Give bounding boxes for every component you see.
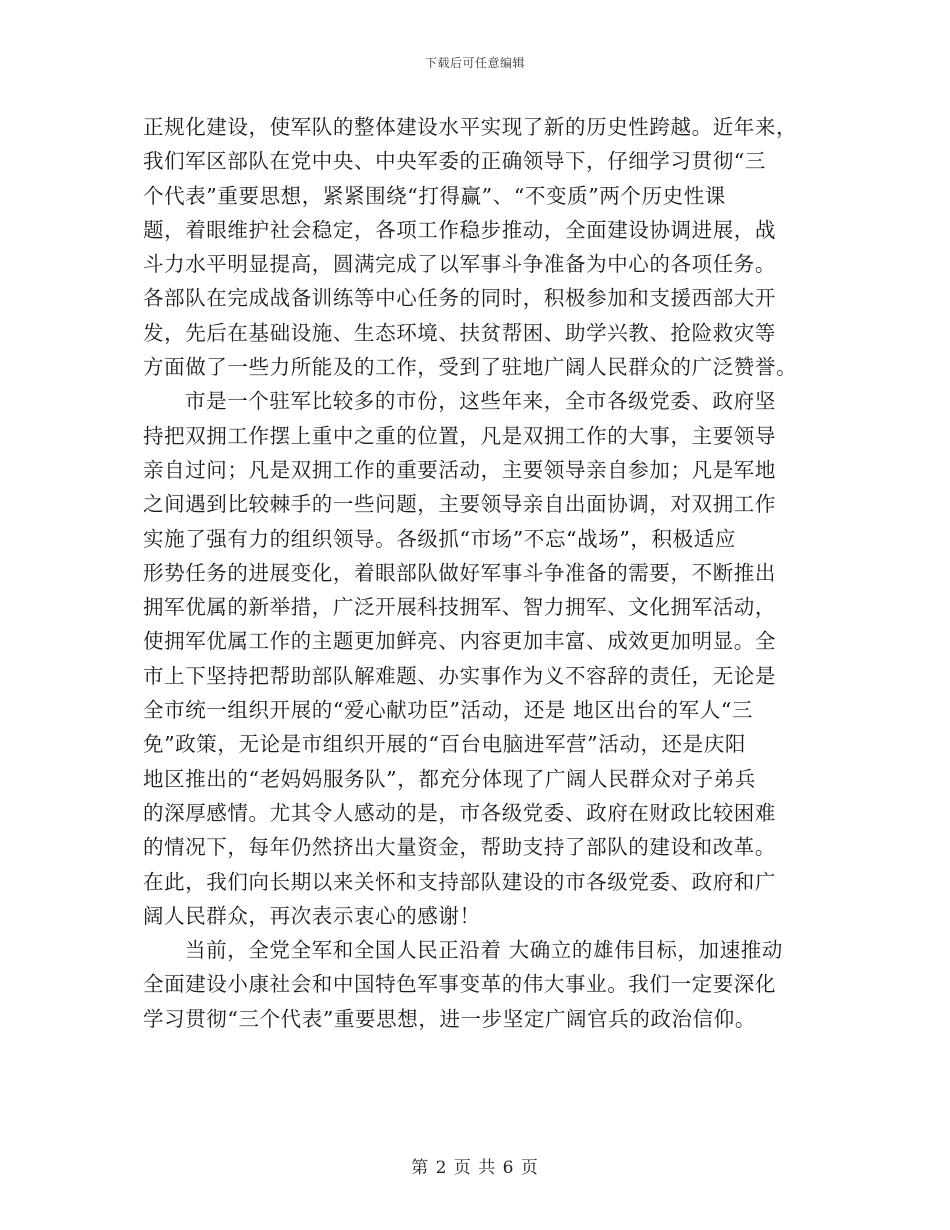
text-line: 全面建设小康社会和中国特色军事变革的伟大事业。我们一定要深化 xyxy=(143,972,776,997)
text-line: 形势任务的进展变化，着眼部队做好军事斗争准备的需要，不断推出 xyxy=(143,560,776,585)
text-line: 阔人民群众，再次表示衷心的感谢！ xyxy=(143,903,481,928)
document-body xyxy=(143,110,808,1036)
text-line: 斗力水平明显提高，圆满完成了以军事斗争准备为中心的各项任务。 xyxy=(143,252,776,277)
text-line: 正规化建设，使军队的整体建设水平实现了新的历史性跨越。近年来， xyxy=(143,115,798,139)
text-line: 实施了强有力的组织领导。各级抓“市场”不忘“战场”，积极适应 xyxy=(143,526,736,551)
text-line: 拥军优属的新举措，广泛开展科技拥军、智力拥军、文化拥军活动， xyxy=(143,595,776,620)
text-line: 发，先后在基础设施、生态环境、扶贫帮困、助学兴教、抢险救灾等 xyxy=(143,320,776,345)
text-line: 持把双拥工作摆上重中之重的位置，凡是双拥工作的大事，主要领导 xyxy=(143,423,776,448)
page-header-note: 下载后可任意编辑 xyxy=(424,56,525,70)
text-line: 我们军区部队在党中央、中央军委的正确领导下，仔细学习贯彻“三 xyxy=(143,149,766,174)
paragraph-start-line: 当前，全党全军和全国人民正沿着 大确立的雄伟目标，加速推动 xyxy=(185,938,783,963)
text-line: 个代表”重要思想，紧紧围绕“打得赢”、“不变质”两个历史性课 xyxy=(143,183,726,208)
text-line: 免”政策，无论是市组织开展的“百台电脑进军营”活动，还是庆阳 xyxy=(143,732,746,757)
text-line: 题，着眼维护社会稳定，各项工作稳步推动，全面建设协调进展，战 xyxy=(143,217,776,242)
text-line: 市上下坚持把帮助部队解难题、办实事作为义不容辞的责任，无论是 xyxy=(143,663,776,688)
page-number-footer: 第 2 页 共 6 页 xyxy=(411,1158,539,1178)
text-line: 全市统一组织开展的“爱心献功臣”活动，还是 地区出台的军人“三 xyxy=(143,698,754,723)
text-line: 的深厚感情。尤其令人感动的是，市各级党委、政府在财政比较困难 xyxy=(143,800,776,825)
text-line: 各部队在完成战备训练等中心任务的同时，积极参加和支援西部大开 xyxy=(143,286,776,311)
text-line: 地区推出的“老妈妈服务队”，都充分体现了广阔人民群众对子弟兵 xyxy=(143,766,756,791)
text-line: 亲自过问；凡是双拥工作的重要活动，主要领导亲自参加；凡是军地 xyxy=(143,457,776,482)
paragraph-start-line: 市是一个驻军比较多的市份，这些年来，全市各级党委、政府坚 xyxy=(185,389,776,414)
text-line: 方面做了一些力所能及的工作，受到了驻地广阔人民群众的广泛赞誉。 xyxy=(143,355,798,380)
text-line: 在此，我们向长期以来关怀和支持部队建设的市各级党委、政府和广 xyxy=(143,869,776,894)
text-line: 使拥军优属工作的主题更加鲜亮、内容更加丰富、成效更加明显。全 xyxy=(143,629,776,654)
text-line: 学习贯彻“三个代表”重要思想，进一步坚定广阔官兵的政治信仰。 xyxy=(143,1006,756,1031)
text-line: 的情况下，每年仍然挤出大量资金，帮助支持了部队的建设和改革。 xyxy=(143,835,776,860)
text-line: 之间遇到比较棘手的一些问题，主要领导亲自出面协调，对双拥工作 xyxy=(143,492,776,517)
